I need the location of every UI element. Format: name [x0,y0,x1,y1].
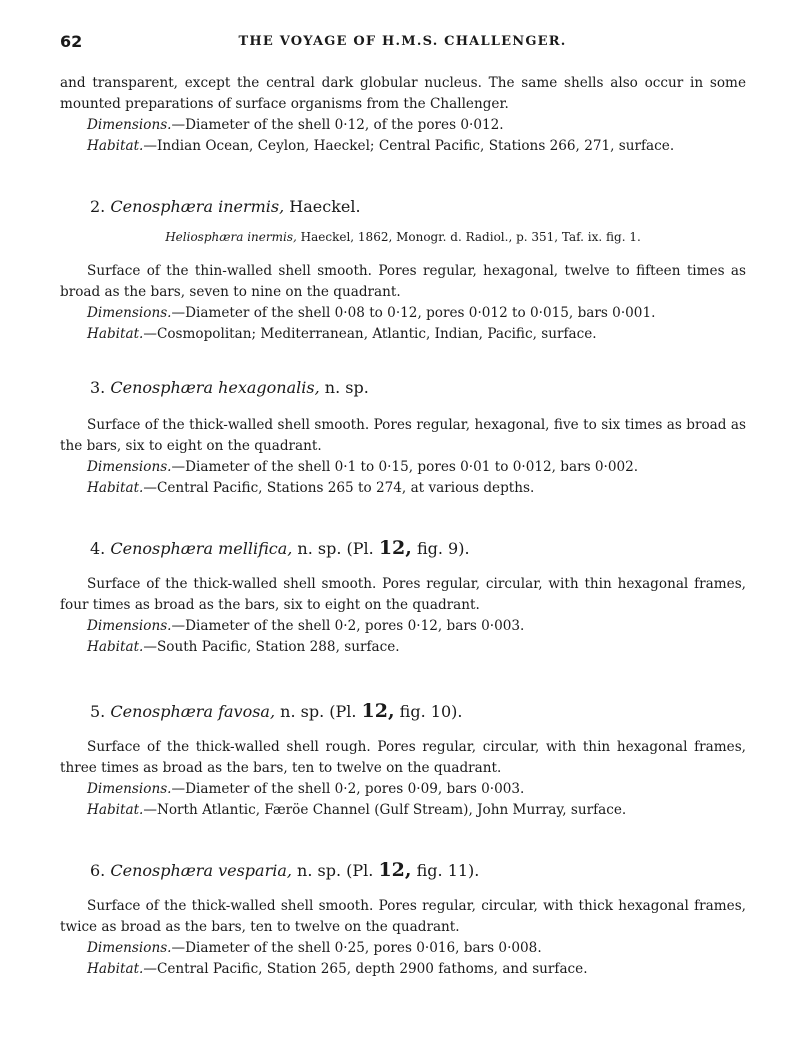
dimensions-text: —Diameter of the shell 0·2, pores 0·09, bars 0·003. [171,781,525,797]
habitat-text: —South Pacific, Station 288, surface. [143,639,400,655]
plate-number: 12, [378,537,412,559]
habitat-label: Habitat. [87,138,144,154]
figure-reference: fig. 9). [411,539,470,558]
intro-section [60,73,746,157]
species-heading [60,701,746,722]
dimensions-text: —Diameter of the shell 0·08 to 0·12, pores 0·012 to 0·015, bars 0·001. [171,305,656,321]
species-heading [60,196,746,217]
species-name: Cenosphæra hexagonalis, [110,378,320,397]
dimensions-label: Dimensions. [87,305,172,321]
species-authority: n. sp. (Pl. [291,861,379,880]
species-entry [60,538,746,658]
dimensions-label: Dimensions. [87,940,172,956]
species-authority: n. sp. (Pl. [275,702,362,721]
habitat-text: —Indian Ocean, Ceylon, Haeckel; Central Pacific, Stations 266, 271, surface. [143,138,675,154]
species-heading [60,377,746,398]
species-dimensions [60,938,746,959]
habitat-text: —Cosmopolitan; Mediterranean, Atlantic, Indian, Pacific, surface. [143,326,597,342]
species-habitat [60,478,746,499]
species-authority: n. sp. [319,378,369,397]
running-title: THE VOYAGE OF H.M.S. CHALLENGER. [238,34,567,49]
page-number: 62 [60,32,83,51]
dimensions-text: —Diameter of the shell 0·1 to 0·15, pores 0·01 to 0·012, bars 0·002. [171,459,639,475]
intro-dimensions [60,115,746,136]
species-habitat [60,324,746,345]
species-name: Cenosphæra inermis, [110,197,285,216]
species-entry [60,860,746,980]
species-name: Cenosphæra favosa, [110,702,276,721]
dimensions-label: Dimensions. [87,618,172,634]
species-heading [60,538,746,559]
figure-reference: fig. 11). [411,861,480,880]
species-entry [60,701,746,821]
intro-habitat [60,136,746,157]
dimensions-text: —Diameter of the shell 0·25, pores 0·016, bars 0·008. [171,940,542,956]
species-description: Surface of the thin-walled shell smooth. Pores regular, hexagonal, twelve to fifteen times as broad as the bars, seven to nine on the quadrant. [60,263,746,300]
species-number: 5. [90,702,106,721]
species-dimensions [60,457,746,478]
habitat-label: Habitat. [87,961,144,977]
species-synonym [60,227,746,248]
species-entry [60,377,746,499]
plate-number: 12, [378,859,412,881]
species-description: Surface of the thick-walled shell smooth. Pores regular, hexagonal, five to six times as broad as the bars, six to eight on the quadrant. [60,417,746,454]
figure-reference: fig. 10). [394,702,463,721]
species-number: 4. [90,539,106,558]
species-dimensions [60,616,746,637]
species-heading [60,860,746,881]
intro-paragraph: and transparent, except the central dark globular nucleus. The same shells also occur in some mounted preparations of surface organisms from the Challenger. [60,75,746,112]
habitat-text: —Central Pacific, Station 265, depth 2900 fathoms, and surface. [143,961,588,977]
species-number: 2. [90,197,106,216]
species-number: 3. [90,378,106,397]
species-dimensions [60,779,746,800]
species-description: Surface of the thick-walled shell smooth. Pores regular, circular, with thick hexagonal frames, twice as broad as the bars, ten to twelve on the quadrant. [60,898,746,935]
habitat-label: Habitat. [87,639,144,655]
habitat-label: Habitat. [87,326,144,342]
habitat-text: —Central Pacific, Stations 265 to 274, at various depths. [143,480,535,496]
species-dimensions [60,303,746,324]
species-name: Cenosphæra mellifica, [110,539,293,558]
page-header [60,32,745,54]
dimensions-label: Dimensions. [87,117,172,133]
synonym-name: Heliosphæra inermis, [165,230,297,244]
plate-number: 12, [361,700,395,722]
species-habitat [60,800,746,821]
species-authority: Haeckel. [284,197,361,216]
species-description: Surface of the thick-walled shell smooth. Pores regular, circular, with thin hexagonal frames, four times as broad as the bars, six to eight on the quadrant. [60,576,746,613]
species-description: Surface of the thick-walled shell rough. Pores regular, circular, with thin hexagonal frames, three times as broad as the bars, ten to twelve on the quadrant. [60,739,746,776]
dimensions-label: Dimensions. [87,459,172,475]
species-number: 6. [90,861,106,880]
species-entry [60,196,746,345]
species-habitat [60,959,746,980]
habitat-label: Habitat. [87,802,144,818]
dimensions-text: —Diameter of the shell 0·12, of the pores 0·012. [171,117,504,133]
dimensions-text: —Diameter of the shell 0·2, pores 0·12, bars 0·003. [171,618,525,634]
synonym-reference: Haeckel, 1862, Monogr. d. Radiol., p. 351, Taf. ix. fig. 1. [296,230,641,244]
habitat-label: Habitat. [87,480,144,496]
species-name: Cenosphæra vesparia, [110,861,292,880]
dimensions-label: Dimensions. [87,781,172,797]
habitat-text: —North Atlantic, Færöe Channel (Gulf Stream), John Murray, surface. [143,802,627,818]
species-authority: n. sp. (Pl. [292,539,379,558]
species-habitat [60,637,746,658]
